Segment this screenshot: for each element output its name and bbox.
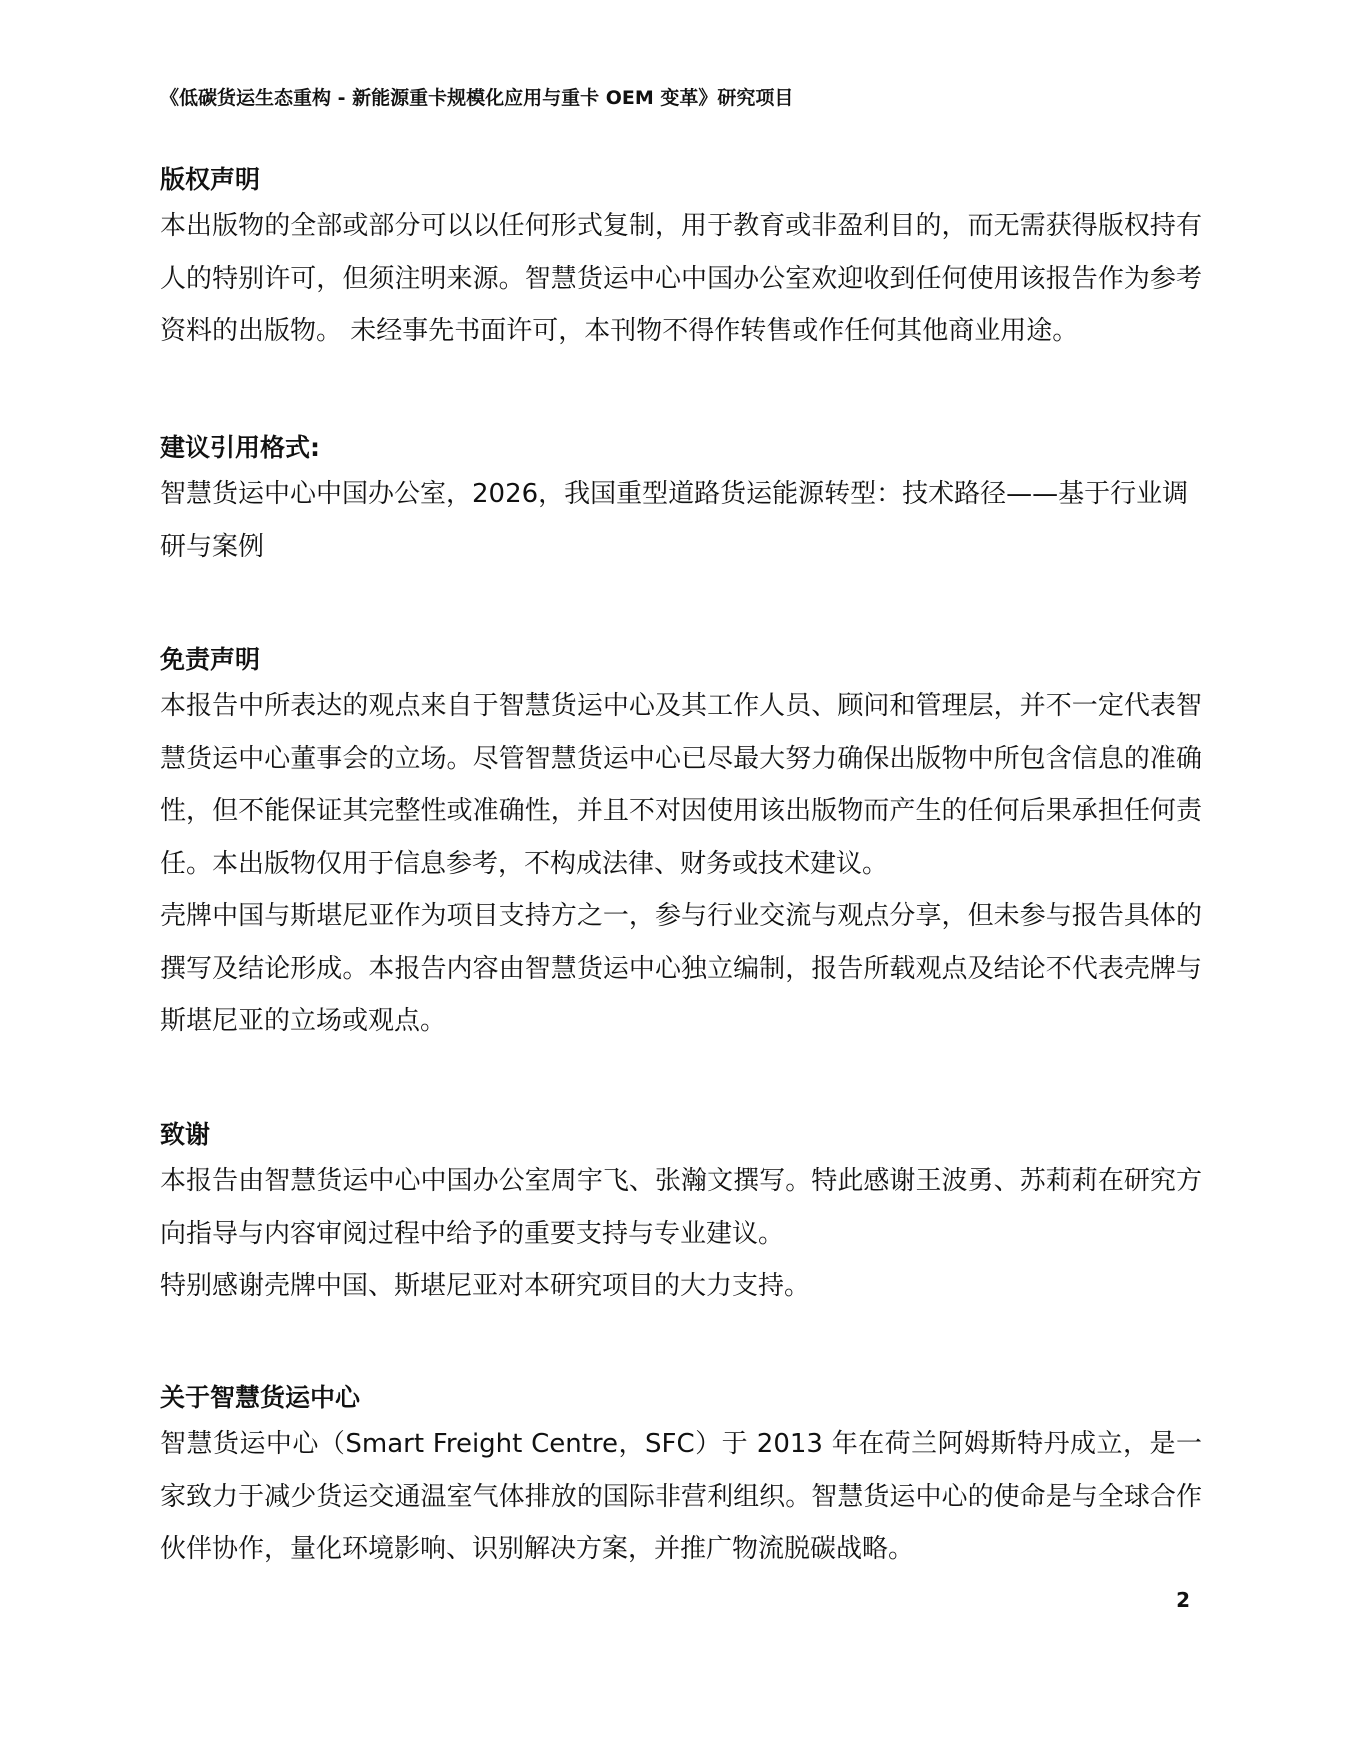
page-number: 2 [1176, 1588, 1190, 1612]
acknowledgements-section [160, 1115, 1202, 1313]
running-header: 《低碳货运生态重构 - 新能源重卡规模化应用与重卡 OEM 变革》研究项目 [160, 87, 794, 109]
acknowledgements-paragraph-special: 特别感谢壳牌中国、斯堪尼亚对本研究项目的大力支持。 [160, 1271, 811, 1301]
acknowledgements-paragraph: 本报告由智慧货运中心中国办公室周宇飞、张瀚文撰写。特此感谢王波勇、苏莉莉在研究方向指导与内容审阅过程中给予的重要支持与专业建议。 [160, 1166, 1202, 1249]
copyright-section [160, 160, 1202, 358]
copyright-heading: 版权声明 [160, 165, 261, 194]
citation-paragraph: 智慧货运中心中国办公室，2026，我国重型道路货运能源转型：技术路径——基于行业调研与案例 [160, 479, 1189, 562]
disclaimer-paragraph-supporters: 壳牌中国与斯堪尼亚作为项目支持方之一，参与行业交流与观点分享，但未参与报告具体的撰写及结论形成。本报告内容由智慧货运中心独立编制，报告所载观点及结论不代表壳牌与斯堪尼亚的立场或观点。 [160, 901, 1202, 1036]
about-heading: 关于智慧货运中心 [160, 1383, 361, 1412]
disclaimer-section [160, 640, 1202, 1048]
disclaimer-heading: 免责声明 [160, 645, 261, 674]
disclaimer-paragraph: 本报告中所表达的观点来自于智慧货运中心及其工作人员、顾问和管理层，并不一定代表智慧货运中心董事会的立场。尽管智慧货运中心已尽最大努力确保出版物中所包含信息的准确性，但不能保证其完整性或准确性，并且不对因使用该出版物而产生的任何后果承担任何责任。本出版物仅用于信息参考，不构成法律、财务或技术建议。 [160, 691, 1202, 879]
acknowledgements-heading: 致谢 [160, 1120, 211, 1149]
copyright-paragraph: 本出版物的全部或部分可以以任何形式复制，用于教育或非盈利目的，而无需获得版权持有人的特别许可，但须注明来源。智慧货运中心中国办公室欢迎收到任何使用该报告作为参考资料的出版物。 未经事先书面许可，本刊物不得作转售或作任何其他商业用途。 [160, 211, 1202, 346]
citation-section [160, 428, 1202, 573]
about-paragraph: 智慧货运中心（Smart Freight Centre，SFC）于 2013 年在荷兰阿姆斯特丹成立，是一家致力于减少货运交通温室气体排放的国际非营利组织。智慧货运中心的使命是与全球合作伙伴协作，量化环境影响、识别解决方案，并推广物流脱碳战略。 [160, 1429, 1202, 1564]
citation-heading: 建议引用格式: [160, 433, 320, 462]
about-section [160, 1378, 1202, 1576]
